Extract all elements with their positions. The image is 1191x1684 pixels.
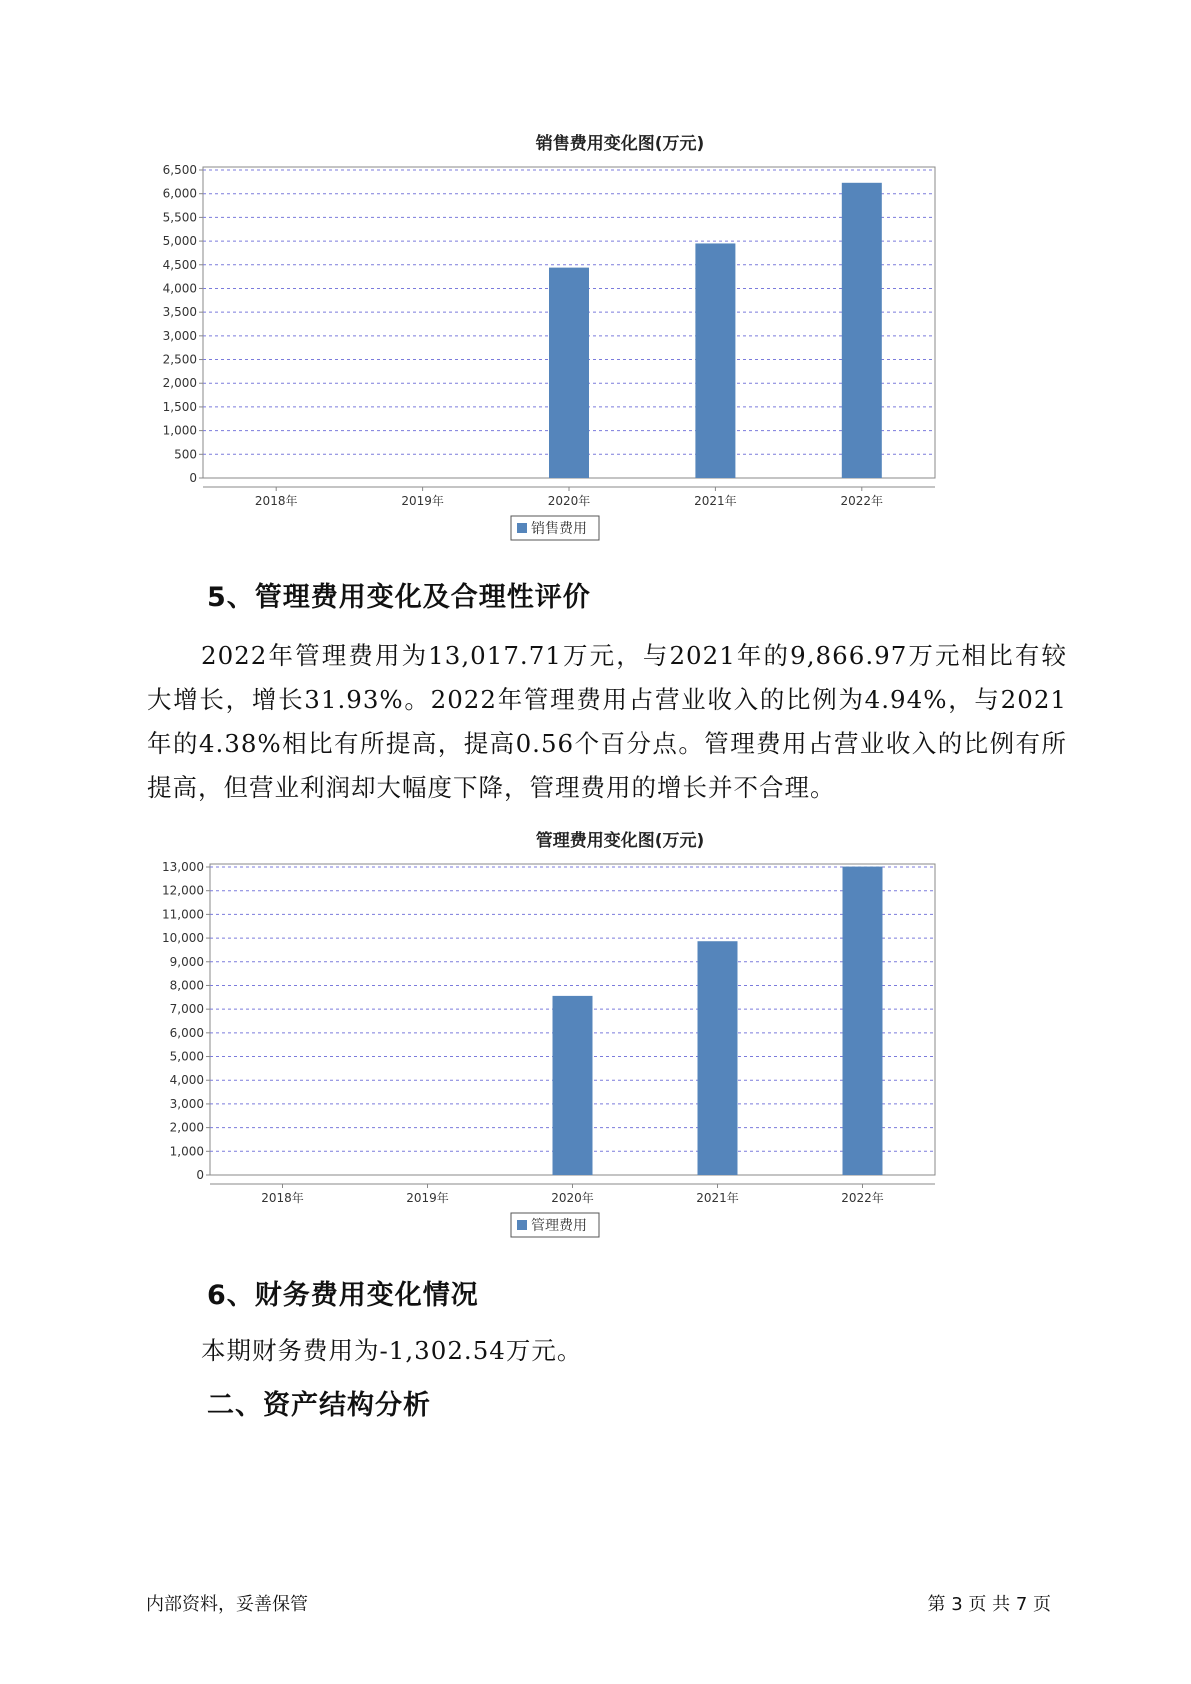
sales-chart-y-tick-label: 500 — [174, 447, 197, 462]
admin-chart-title: 管理费用变化图(万元) — [535, 831, 705, 851]
sales-chart-legend-swatch — [517, 523, 527, 533]
admin-chart-x-tick-label: 2021年 — [696, 1191, 739, 1205]
admin-chart-y-tick-label: 6,000 — [169, 1025, 204, 1040]
admin-expense-chart — [150, 822, 1030, 1252]
admin-chart-y-tick-label: 11,000 — [162, 907, 204, 922]
section-5-heading: 5、管理费用变化及合理性评价 — [207, 582, 591, 613]
sales-chart-x-tick-label: 2021年 — [694, 494, 737, 508]
sales-expense-chart — [150, 125, 1030, 555]
sales-chart-y-tick-label: 6,000 — [162, 186, 197, 201]
sales-chart-bar-2022年 — [842, 183, 882, 478]
sales-chart-y-tick-label: 3,000 — [162, 328, 197, 343]
admin-chart-x-tick-label: 2022年 — [841, 1191, 884, 1205]
section-6-text: 本期财务费用为-1,302.54万元。 — [201, 1336, 583, 1365]
sales-chart-x-tick-label: 2020年 — [547, 494, 591, 508]
admin-expense-chart-svg — [150, 822, 1030, 1252]
sales-chart-x-tick-label: 2019年 — [401, 494, 444, 508]
sales-chart-y-tick-label: 0 — [189, 471, 197, 485]
sales-chart-y-tick-label: 1,500 — [162, 399, 197, 414]
admin-chart-y-tick-label: 13,000 — [162, 860, 204, 874]
admin-chart-y-tick-label: 1,000 — [169, 1144, 204, 1159]
admin-chart-bar-2022年 — [843, 867, 883, 1175]
footer-page-number: 第 3 页 共 7 页 — [927, 1594, 1051, 1615]
section-5-paragraph: 2022年管理费用为13,017.71万元，与2021年的9,866.97万元相比有较大增长，增长31.93%。2022年管理费用占营业收入的比例为4.94%，与2021年的4.38%相比有所提高，提高0.56个百分点。管理费用占营业收入的比例有所提高，但营业利润却大幅度下降，管理费用的增长并不合理。 — [147, 641, 1067, 802]
section-6-heading: 6、财务费用变化情况 — [207, 1280, 479, 1311]
admin-chart-y-tick-label: 2,000 — [169, 1120, 204, 1135]
admin-chart-y-tick-label: 0 — [196, 1168, 204, 1182]
sales-chart-y-tick-label: 5,500 — [162, 210, 197, 225]
admin-chart-legend-label: 管理费用 — [531, 1218, 587, 1234]
admin-chart-y-tick-label: 3,000 — [169, 1096, 204, 1111]
sales-expense-chart-svg — [150, 125, 1030, 555]
sales-chart-y-tick-label: 2,500 — [162, 352, 197, 367]
admin-chart-x-tick-label: 2020年 — [551, 1191, 594, 1205]
admin-chart-y-tick-label: 12,000 — [162, 883, 204, 898]
sales-chart-x-tick-label: 2022年 — [840, 494, 884, 508]
footer-confidential-note: 内部资料，妥善保管 — [146, 1594, 308, 1615]
sales-chart-y-tick-label: 5,000 — [162, 234, 197, 249]
sales-chart-y-tick-label: 1,000 — [162, 423, 197, 438]
admin-chart-y-tick-label: 8,000 — [169, 978, 204, 993]
admin-chart-y-tick-label: 7,000 — [169, 1002, 204, 1017]
sales-chart-legend-label: 销售费用 — [531, 521, 587, 537]
sales-chart-y-tick-label: 4,500 — [162, 257, 197, 272]
sales-chart-bar-2020年 — [549, 268, 589, 478]
admin-chart-y-tick-label: 9,000 — [169, 954, 204, 969]
sales-chart-bar-2021年 — [695, 243, 735, 478]
sales-chart-y-tick-label: 3,500 — [162, 305, 197, 320]
admin-chart-x-tick-label: 2019年 — [406, 1191, 449, 1205]
admin-chart-y-tick-label: 10,000 — [162, 931, 204, 946]
admin-chart-y-tick-label: 5,000 — [169, 1049, 204, 1064]
admin-chart-y-tick-label: 4,000 — [169, 1073, 204, 1088]
part-2-heading: 二、资产结构分析 — [207, 1390, 431, 1421]
sales-chart-title: 销售费用变化图(万元) — [535, 134, 705, 154]
sales-chart-y-tick-label: 4,000 — [162, 281, 197, 296]
admin-chart-x-tick-label: 2018年 — [261, 1191, 304, 1205]
sales-chart-y-tick-label: 6,500 — [162, 163, 197, 177]
admin-chart-bar-2021年 — [698, 941, 738, 1175]
sales-chart-x-tick-label: 2018年 — [254, 494, 298, 508]
admin-chart-legend-swatch — [517, 1220, 527, 1230]
admin-chart-bar-2020年 — [553, 996, 593, 1175]
sales-chart-y-tick-label: 2,000 — [162, 376, 197, 391]
